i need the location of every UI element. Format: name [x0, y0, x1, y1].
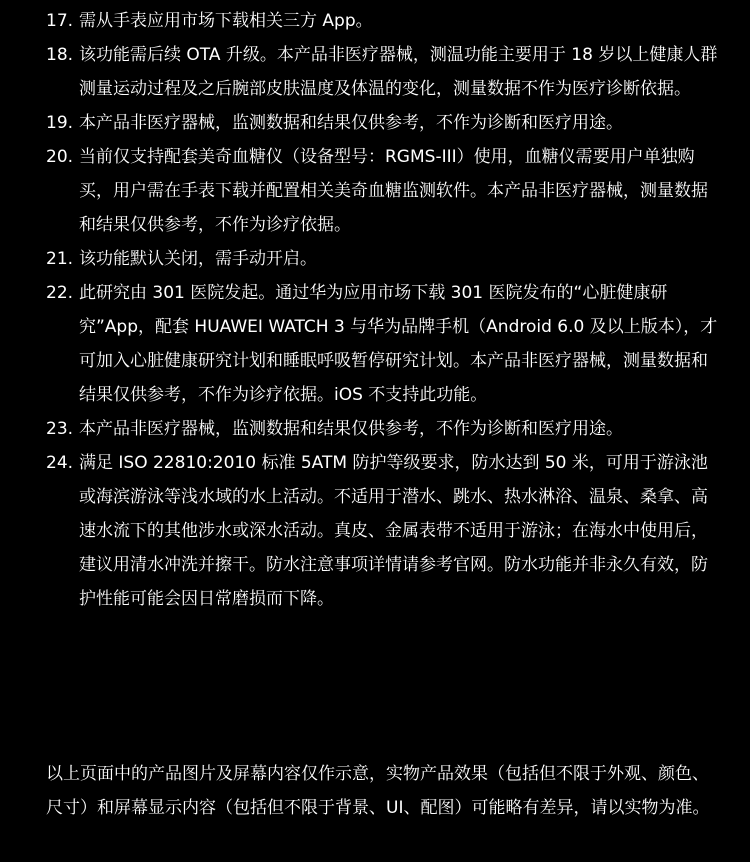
- footnote-item: [46, 4, 722, 38]
- footnote-list: [46, 4, 722, 616]
- footnote-number: 24.: [46, 453, 74, 473]
- footnote-number: 19.: [46, 113, 74, 133]
- footnote-text: 此研究由 301 医院发起。通过华为应用市场下载 301 医院发布的“心脏健康研究”App，配套 HUAWEI WATCH 3 与华为品牌手机（Android 6.0 及以上版本），才可加入心脏健康研究计划和睡眠呼吸暂停研究计划。本产品非医疗器械，测量数据和结果仅供参考，不作为诊疗依据。iOS 不支持此功能。: [79, 283, 718, 405]
- footnote-number: 17.: [46, 11, 74, 31]
- footnote-text: 本产品非医疗器械，监测数据和结果仅供参考，不作为诊断和医疗用途。: [79, 419, 623, 439]
- footnote-item: [46, 242, 722, 276]
- footnote-number: 22.: [46, 283, 74, 303]
- disclaimer-text: 以上页面中的产品图片及屏幕内容仅作示意，实物产品效果（包括但不限于外观、颜色、尺寸）和屏幕显示内容（包括但不限于背景、UI、配图）可能略有差异，请以实物为准。: [46, 764, 710, 818]
- footnote-text: 该功能需后续 OTA 升级。本产品非医疗器械，测温功能主要用于 18 岁以上健康人群测量运动过程及之后腕部皮肤温度及体温的变化，测量数据不作为医疗诊断依据。: [79, 45, 718, 99]
- footnote-item: [46, 446, 722, 616]
- footnote-item: [46, 140, 722, 242]
- footnote-number: 21.: [46, 249, 74, 269]
- footnote-text: 该功能默认关闭，需手动开启。: [79, 249, 317, 269]
- footnote-item: [46, 106, 722, 140]
- footnote-number: 20.: [46, 147, 74, 167]
- footnote-number: 18.: [46, 45, 74, 65]
- footnote-text: 本产品非医疗器械，监测数据和结果仅供参考，不作为诊断和医疗用途。: [79, 113, 623, 133]
- footnote-item: [46, 276, 722, 412]
- footnote-item: [46, 38, 722, 106]
- footnote-text: 当前仅支持配套美奇血糖仪（设备型号：RGMS-III）使用，血糖仪需要用户单独购买，用户需在手表下载并配置相关美奇血糖监测软件。本产品非医疗器械，测量数据和结果仅供参考，不作为诊疗依据。: [79, 147, 708, 235]
- footnote-number: 23.: [46, 419, 74, 439]
- footnote-text: 满足 ISO 22810:2010 标准 5ATM 防护等级要求，防水达到 50 米，可用于游泳池或海滨游泳等浅水域的水上活动。不适用于潜水、跳水、热水淋浴、温泉、桑拿、高速水流下的其他涉水或深水活动。真皮、金属表带不适用于游泳；在海水中使用后，建议用清水冲洗并擦干。防水注意事项详情请参考官网。防水功能并非永久有效，防护性能可能会因日常磨损而下降。: [79, 453, 708, 609]
- footnote-item: [46, 412, 722, 446]
- footnote-text: 需从手表应用市场下载相关三方 App。: [79, 11, 373, 31]
